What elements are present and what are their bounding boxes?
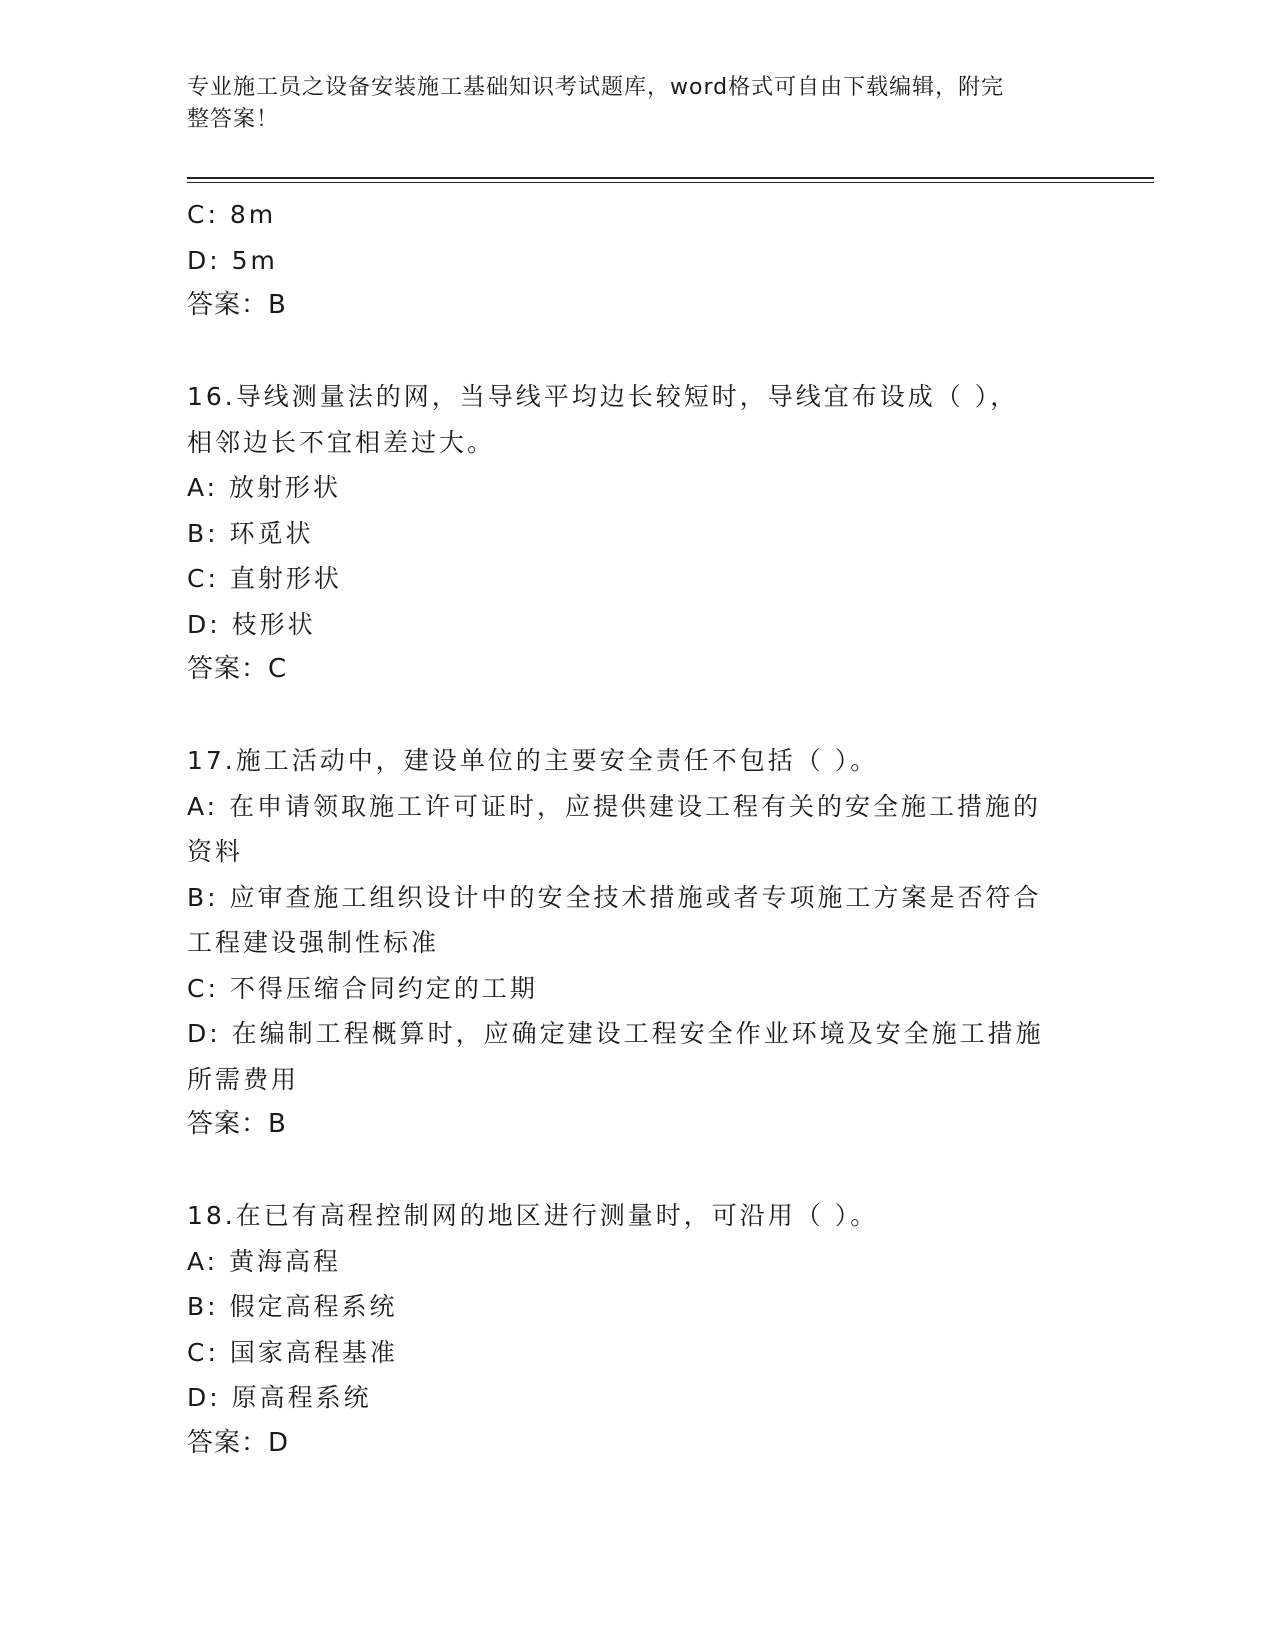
header-rule-thick: [187, 177, 1154, 179]
spacer: [187, 693, 1067, 739]
option-c: C: 国家高程基准: [187, 1337, 398, 1367]
question-17: [187, 738, 1067, 1148]
question-15-tail: [187, 192, 1067, 329]
question-stem: 16.导线测量法的网，当导线平均边长较短时，导线宜布设成（ ），: [187, 382, 1019, 411]
page-header: [187, 72, 1067, 136]
option-a: A: 在申请领取施工许可证时，应提供建设工程有关的安全施工措施的: [187, 791, 1042, 821]
question-list: [187, 192, 1067, 1466]
question-18: [187, 1193, 1067, 1466]
option-b: B: 环觅状: [187, 518, 314, 548]
option-a: A: 放射形状: [187, 473, 342, 502]
spacer: [187, 1148, 1067, 1194]
option-d-continued: 所需费用: [187, 1064, 300, 1094]
answer: 答案：B: [187, 290, 287, 320]
spacer: [187, 329, 1067, 375]
option-d: D: 原高程系统: [187, 1383, 372, 1412]
option-c: C: 8m: [187, 200, 277, 229]
answer: 答案：D: [187, 1427, 290, 1458]
option-b: B: 应审查施工组织设计中的安全技术措施或者专项施工方案是否符合: [187, 882, 1042, 912]
option-c: C: 直射形状: [187, 564, 342, 593]
option-b-continued: 工程建设强制性标准: [187, 928, 440, 957]
question-stem: 17.施工活动中，建设单位的主要安全责任不包括（ ）。: [187, 746, 879, 775]
question-16: [187, 374, 1067, 693]
option-d: D: 枝形状: [187, 609, 316, 639]
option-a-continued: 资料: [187, 837, 244, 866]
answer: 答案：C: [187, 654, 288, 684]
option-c: C: 不得压缩合同约定的工期: [187, 973, 538, 1003]
option-b: B: 假定高程系统: [187, 1292, 398, 1321]
question-stem-continued: 相邻边长不宜相差过大。: [187, 427, 496, 457]
answer: 答案：B: [187, 1109, 287, 1139]
header-title-line-2: 整答案！: [187, 107, 280, 132]
option-d: D: 5m: [187, 245, 278, 275]
header-rule-thin: [187, 182, 1154, 183]
option-a: A: 黄海高程: [187, 1246, 342, 1276]
option-d: D: 在编制工程概算时，应确定建设工程安全作业环境及安全施工措施: [187, 1019, 1044, 1048]
question-stem: 18.在已有高程控制网的地区进行测量时，可沿用（ ）。: [187, 1201, 879, 1230]
header-title-line-1: 专业施工员之设备安装施工基础知识考试题库，word格式可自由下载编辑，附完: [187, 75, 1005, 100]
